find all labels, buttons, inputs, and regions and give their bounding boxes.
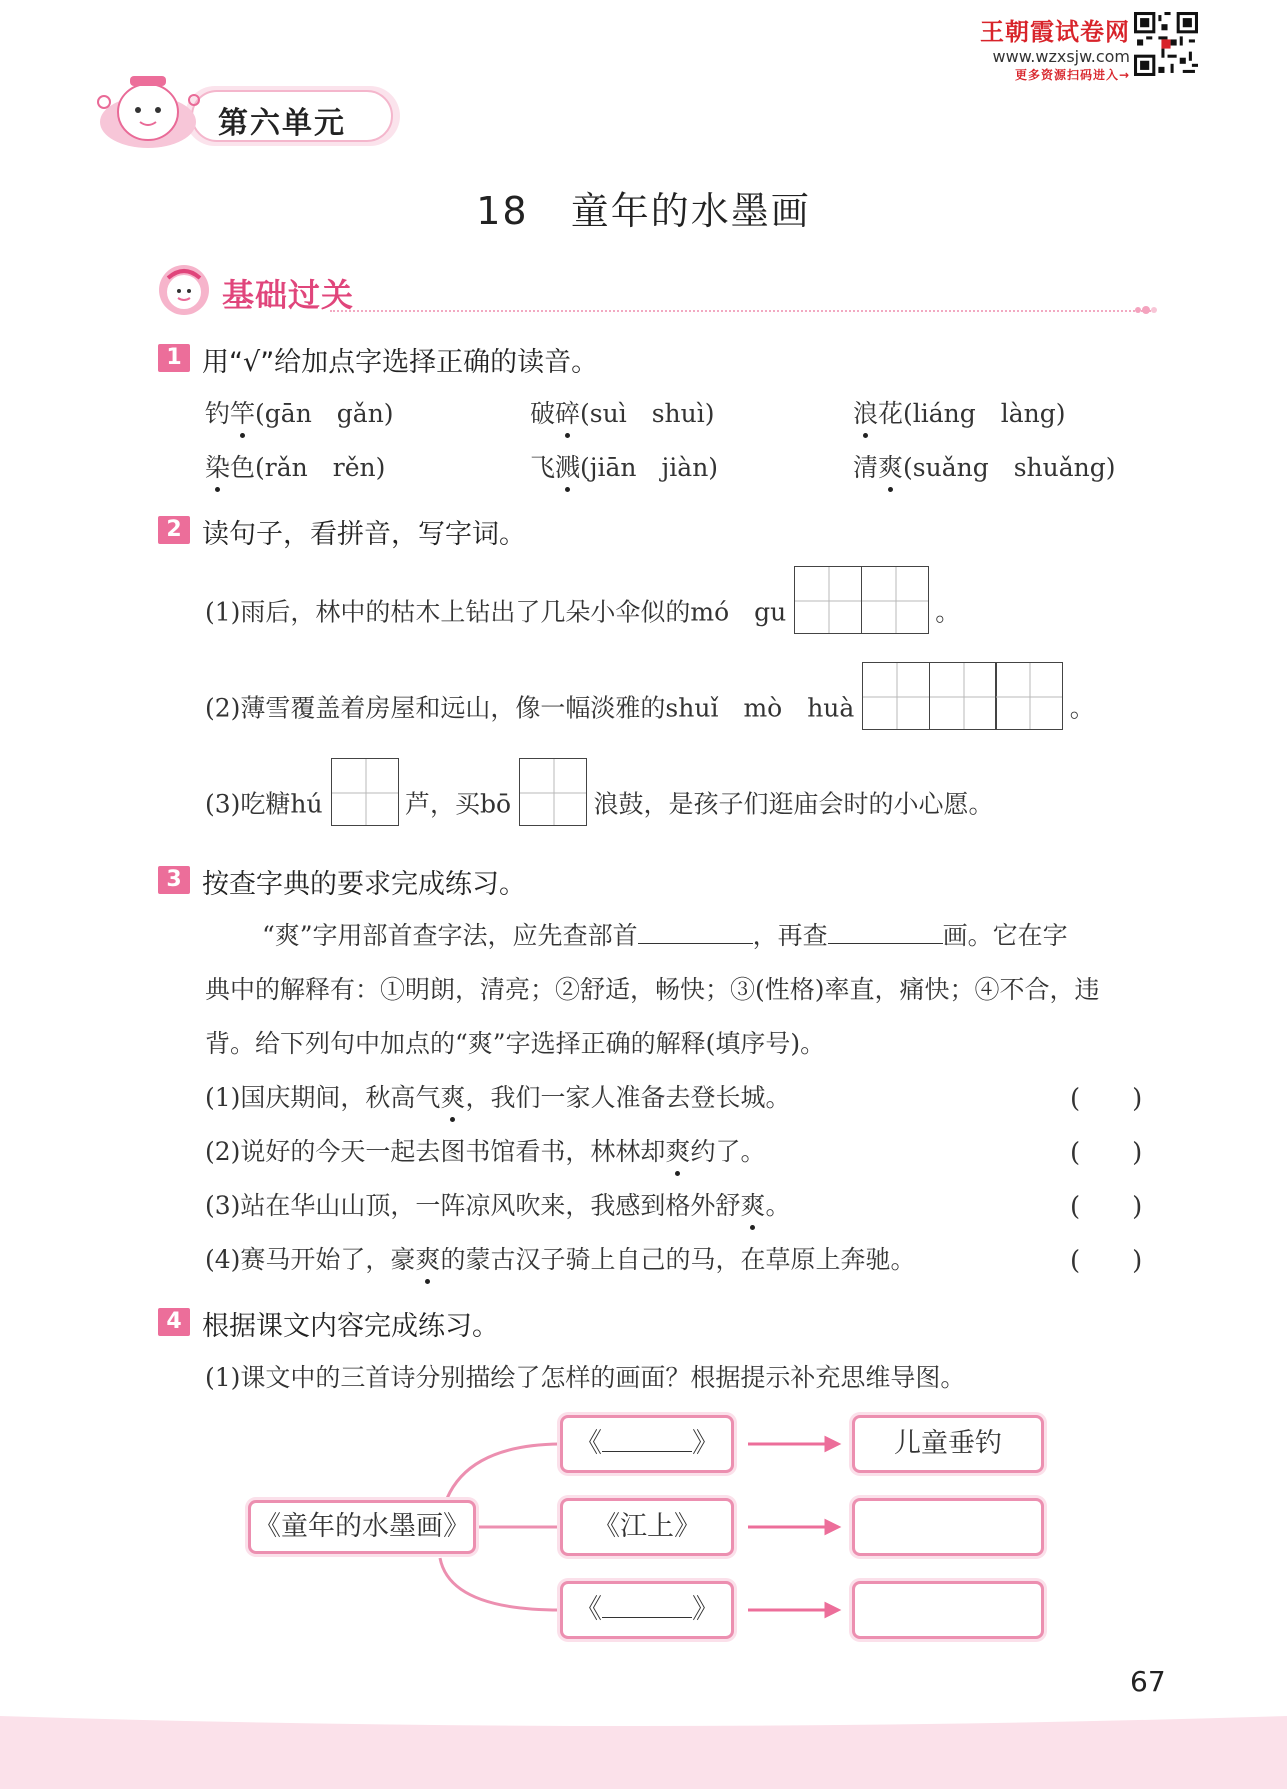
dictionary-paragraph-2: 典中的解释有：①明朗，清亮；②舒适，畅快；③(性格)率直，痛快；④不合，违 bbox=[205, 975, 1100, 1004]
answer-paren[interactable]: ( ) bbox=[1070, 1084, 1143, 1114]
reading-item: 染色(rǎn rěn) bbox=[205, 448, 385, 484]
sentence-2: (2)薄雪覆盖着房屋和远山，像一幅淡雅的shuǐ mò huà 。 bbox=[205, 662, 1095, 758]
meaning-item: (1)国庆期间，秋高气爽，我们一家人准备去登长城。 bbox=[205, 1078, 790, 1114]
pinyin-options[interactable]: (rǎn rěn) bbox=[255, 453, 386, 482]
question-title: 用“√”给加点字选择正确的读音。 bbox=[202, 347, 599, 378]
question-number: 2 bbox=[158, 516, 190, 544]
answer-paren[interactable]: ( ) bbox=[1070, 1138, 1143, 1168]
sentence-3: (3)吃糖hú 芦，买bō 浪鼓，是孩子们逛庙会时的小心愿。 bbox=[205, 758, 994, 854]
meaning-item: (2)说好的今天一起去图书馆看书，林林却爽约了。 bbox=[205, 1132, 765, 1168]
scene-box-3[interactable] bbox=[852, 1581, 1044, 1639]
section-label: 基础过关 bbox=[222, 276, 355, 314]
brand-name: 王朝霞试卷网 bbox=[980, 18, 1130, 46]
reading-item: 破碎(suì shuì) bbox=[530, 394, 715, 430]
lesson-title: 童年的水墨画 bbox=[570, 189, 811, 233]
pinyin-hint: bō bbox=[480, 789, 512, 819]
scene-box-1: 儿童垂钓 bbox=[852, 1415, 1044, 1473]
pinyin-hint: hú bbox=[290, 789, 323, 819]
pinyin-options[interactable]: (gān gǎn) bbox=[255, 399, 394, 428]
poem-box-2: 《江上》 bbox=[560, 1498, 734, 1556]
poem-box-1[interactable]: 《 》 bbox=[560, 1415, 734, 1473]
meaning-item: (4)赛马开始了，豪爽的蒙古汉子骑上自己的马，在草原上奔驰。 bbox=[205, 1240, 915, 1276]
lesson-number: 18 bbox=[476, 189, 529, 233]
dictionary-paragraph-3: 背。给下列句中加点的“爽”字选择正确的解释(填序号)。 bbox=[205, 1029, 826, 1058]
unit-label: 第六单元 bbox=[218, 106, 346, 141]
brand-tip: 更多资源扫码进入→ bbox=[1014, 68, 1130, 82]
meaning-item: (3)站在华山山顶，一阵凉风吹来，我感到格外舒爽。 bbox=[205, 1186, 790, 1222]
pinyin-options[interactable]: (suì shuì) bbox=[580, 399, 715, 428]
pinyin-hint: mó gu bbox=[690, 597, 787, 627]
reading-item: 钓竿(gān gǎn) bbox=[205, 394, 394, 430]
question-title: 按查字典的要求完成练习。 bbox=[202, 869, 526, 900]
sentence-1: (1)雨后，林中的枯木上钻出了几朵小伞似的mó gu 。 bbox=[205, 566, 960, 662]
poem-box-3[interactable]: 《 》 bbox=[560, 1581, 734, 1639]
question-number: 1 bbox=[158, 344, 190, 372]
brand-url: www.wzxsjw.com bbox=[992, 47, 1130, 66]
reading-item: 清爽(suǎng shuǎng) bbox=[853, 448, 1116, 484]
pinyin-options[interactable]: (jiān jiàn) bbox=[580, 453, 719, 482]
dictionary-paragraph: “爽”字用部首查字法，应先查部首 ，再查 画。它在字 bbox=[262, 921, 1068, 950]
mind-map-root: 《童年的水墨画》 bbox=[248, 1500, 476, 1554]
reading-item: 飞溅(jiān jiàn) bbox=[530, 448, 718, 484]
question-number: 4 bbox=[158, 1308, 190, 1336]
pinyin-options[interactable]: (suǎng shuǎng) bbox=[903, 453, 1116, 482]
answer-paren[interactable]: ( ) bbox=[1070, 1192, 1143, 1222]
sub-question: (1)课文中的三首诗分别描绘了怎样的画面？根据提示补充思维导图。 bbox=[205, 1363, 966, 1392]
reading-item: 浪花(liáng làng) bbox=[853, 394, 1066, 430]
scene-box-2[interactable] bbox=[852, 1498, 1044, 1556]
page-number: 67 bbox=[1130, 1665, 1166, 1698]
question-title: 读句子，看拼音，写字词。 bbox=[202, 519, 526, 550]
pinyin-hint: shuǐ mò huà bbox=[665, 693, 855, 723]
question-number: 3 bbox=[158, 866, 190, 894]
pinyin-options[interactable]: (liáng làng) bbox=[903, 399, 1066, 428]
footer-band bbox=[0, 1712, 1287, 1789]
answer-paren[interactable]: ( ) bbox=[1070, 1246, 1143, 1276]
question-title: 根据课文内容完成练习。 bbox=[202, 1311, 499, 1342]
